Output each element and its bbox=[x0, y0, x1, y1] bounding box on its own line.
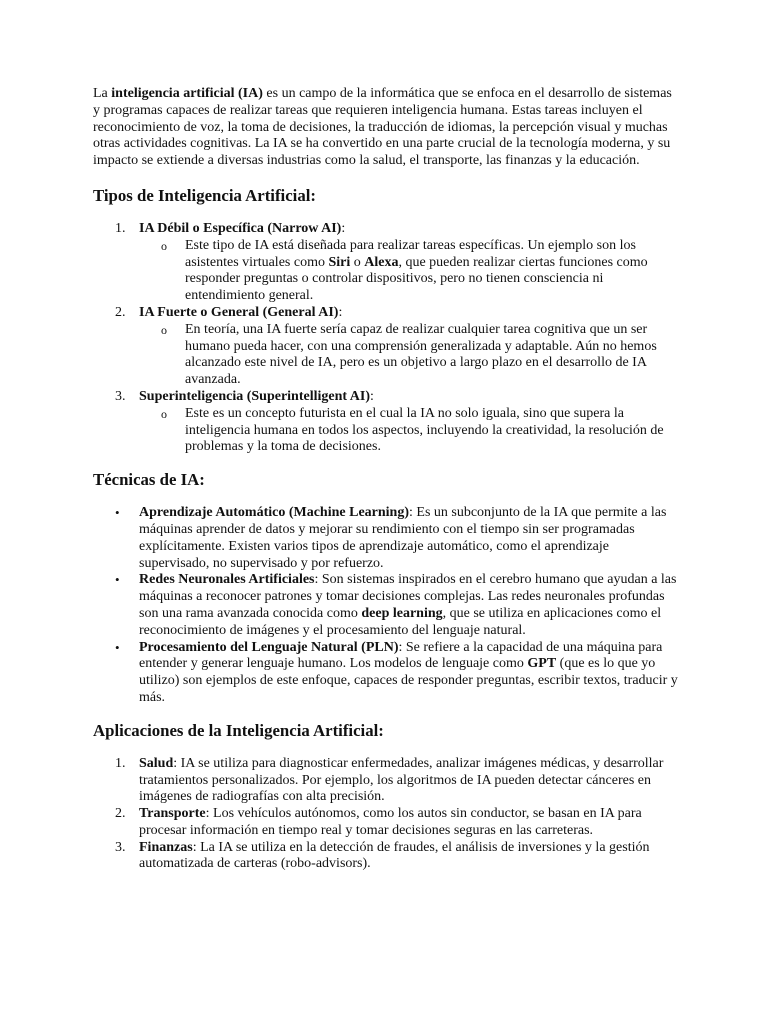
intro-text-start: La bbox=[93, 86, 112, 101]
tipos-item bbox=[93, 305, 678, 389]
aplicaciones-item-text: : IA se utiliza para diagnosticar enfermedades, analizar imágenes médicas, y desarrollar tratamientos personalizados. Por ejemplo, los algoritmos de IA pueden detectar cánceres en imágenes de radiografías con alta precisión. bbox=[139, 755, 664, 805]
aplicaciones-item bbox=[93, 840, 678, 874]
bullet-icon: • bbox=[115, 572, 120, 588]
list-number: 3. bbox=[115, 839, 126, 855]
aplicaciones-item-title: Salud bbox=[139, 755, 174, 771]
bullet-icon: • bbox=[115, 505, 120, 521]
sub-text: o bbox=[350, 254, 365, 270]
aplicaciones-item-title: Transporte bbox=[139, 806, 206, 822]
circle-bullet-icon: o bbox=[161, 406, 167, 421]
tecnicas-list bbox=[93, 505, 678, 707]
intro-paragraph bbox=[93, 86, 678, 170]
heading-aplicaciones: Aplicaciones de la Inteligencia Artificial: bbox=[93, 720, 384, 740]
tecnicas-item-text: : Son sistemas inspirados en el cerebro humano que ayudan a las máquinas a reconocer patrones y tomar decisiones complejas. Las redes neuronales profundas son una rama avanzada conocida como bbox=[139, 572, 677, 621]
tipos-item bbox=[93, 389, 678, 456]
sub-item bbox=[139, 322, 678, 389]
sub-text: Este tipo de IA está diseñada para realizar tareas específicas. Un ejemplo son los asistentes virtuales como bbox=[185, 237, 636, 270]
intro-text-rest: es un campo de la informática que se enfoca en el desarrollo de sistemas y programas capaces de realizar tareas que requieren inteligencia humana. Estas tareas incluyen el reconocimiento de voz, la toma de decisiones, la traducción de idiomas, la percepción visual y muchas otras actividades cognitivas. La IA se ha convertido en una parte crucial de la tecnología moderna, y su impacto se extiende a diversas industrias como la salud, el transporte, las finanzas y la educación. bbox=[93, 86, 672, 169]
tipos-list bbox=[93, 221, 678, 456]
sub-text: Este es un concepto futurista en el cual la IA no solo iguala, sino que supera la inteligencia humana en todos los aspectos, incluyendo la creatividad, la resolución de problemas y la toma de decisiones. bbox=[185, 405, 664, 455]
tecnicas-bold-term: GPT bbox=[527, 656, 557, 672]
aplicaciones-item-title: Finanzas bbox=[139, 839, 193, 855]
tecnicas-item-text: (que es lo que yo utilizo) son ejemplos de este enfoque, capaces de responder preguntas, escribir textos, traducir y más. bbox=[139, 656, 678, 705]
list-number: 2. bbox=[115, 304, 126, 320]
tipos-item-title: Superinteligencia (Superintelligent AI) bbox=[139, 388, 370, 404]
heading-tecnicas: Técnicas de IA: bbox=[93, 470, 205, 490]
intro-term: inteligencia artificial (IA) bbox=[111, 86, 263, 101]
list-number: 1. bbox=[115, 220, 126, 236]
tipos-item bbox=[93, 221, 678, 305]
circle-bullet-icon: o bbox=[161, 322, 167, 337]
tipos-item-title: IA Débil o Específica (Narrow AI) bbox=[139, 220, 342, 236]
sub-item bbox=[139, 238, 678, 305]
sub-bold-siri: Siri bbox=[328, 254, 351, 270]
sub-bold-alexa: Alexa bbox=[364, 254, 399, 270]
aplicaciones-list bbox=[93, 756, 678, 874]
aplicaciones-item bbox=[93, 806, 678, 840]
colon: : bbox=[338, 304, 343, 320]
heading-tipos: Tipos de Inteligencia Artificial: bbox=[93, 185, 316, 205]
tecnicas-item bbox=[93, 572, 678, 639]
aplicaciones-item-text: : Los vehículos autónomos, como los autos sin conductor, se basan en IA para procesar información en tiempo real y tomar decisiones seguras en las carreteras. bbox=[139, 806, 642, 838]
tecnicas-item bbox=[93, 640, 678, 707]
bullet-icon: • bbox=[115, 639, 120, 655]
sub-list bbox=[139, 406, 678, 456]
tecnicas-item-text: : Es un subconjunto de la IA que permite a las máquinas aprender de datos y mejorar su rendimiento con el tiempo sin ser programadas explícitamente. Existen varios tipos de aprendizaje automático, como el aprendizaje supervisado, no supervisado y por refuerzo. bbox=[139, 505, 667, 571]
tipos-item-title: IA Fuerte o General (General AI) bbox=[139, 304, 339, 320]
tecnicas-item-text: , que se utiliza en aplicaciones como el reconocimiento de imágenes y el procesamiento del lenguaje natural. bbox=[139, 605, 662, 638]
sub-item bbox=[139, 406, 678, 456]
colon: : bbox=[341, 220, 346, 236]
list-number: 2. bbox=[115, 806, 126, 822]
colon: : bbox=[370, 388, 374, 404]
tecnicas-item-title: Redes Neuronales Artificiales bbox=[139, 572, 315, 588]
aplicaciones-item bbox=[93, 756, 678, 806]
circle-bullet-icon: o bbox=[161, 238, 167, 253]
list-number: 1. bbox=[115, 755, 126, 771]
tecnicas-item bbox=[93, 505, 678, 572]
list-number: 3. bbox=[115, 388, 126, 404]
sub-text: , que pueden realizar ciertas funciones como responder preguntas o controlar dispositivos, pero no tienen consciencia ni entendimiento general. bbox=[185, 254, 648, 304]
tecnicas-item-title: Aprendizaje Automático (Machine Learning) bbox=[139, 505, 409, 521]
tecnicas-item-title: Procesamiento del Lenguaje Natural (PLN) bbox=[139, 639, 399, 655]
tecnicas-bold-term: deep learning bbox=[361, 605, 443, 621]
sub-list bbox=[139, 322, 678, 389]
tecnicas-item-text: : Se refiere a la capacidad de una máquina para entender y generar lenguaje humano. Los modelos de lenguaje como bbox=[139, 639, 663, 672]
aplicaciones-item-text: : La IA se utiliza en la detección de fraudes, el análisis de inversiones y la gestión automatizada de carteras (robo-advisors). bbox=[139, 839, 650, 872]
sub-list bbox=[139, 238, 678, 305]
sub-text: En teoría, una IA fuerte sería capaz de realizar cualquier tarea cognitiva que un ser humano pueda hacer, con una comprensión generalizada y adaptable. Aún no hemos alcanzado este nivel de IA, pero es un objetivo a largo plazo en el desarrollo de IA avanzada. bbox=[185, 321, 657, 388]
